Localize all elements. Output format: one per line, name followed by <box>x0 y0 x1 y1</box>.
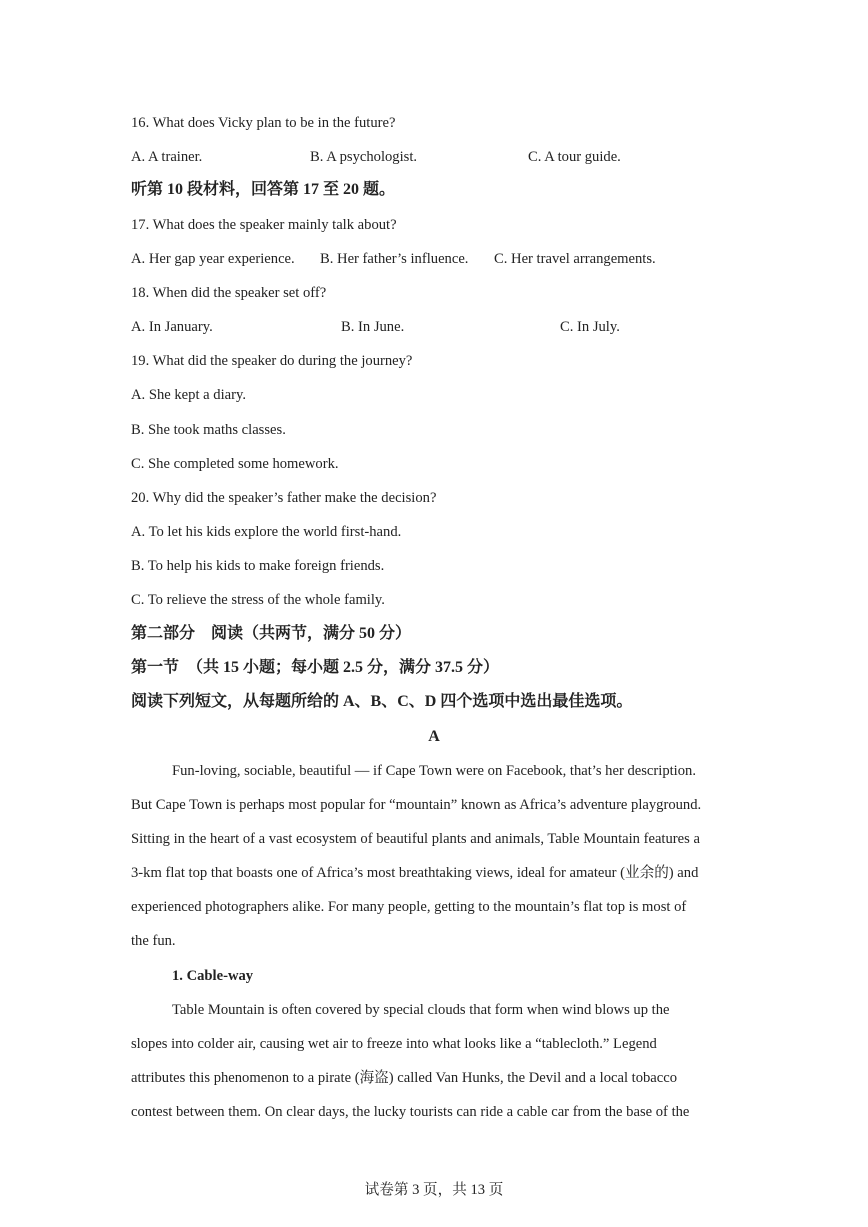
question-17-stem: 17. What does the speaker mainly talk about? <box>131 217 397 233</box>
listening-section-10-heading: 听第 10 段材料，回答第 17 至 20 题。 <box>131 181 396 198</box>
question-17-option-c: C. Her travel arrangements. <box>494 251 656 267</box>
passage-line: slopes into colder air, causing wet air to freeze into what looks like a “tablecloth.” Legend <box>131 1036 657 1052</box>
question-20-stem: 20. Why did the speaker’s father make the decision? <box>131 490 437 506</box>
passage-line: experienced photographers alike. For many people, getting to the mountain’s flat top is most of <box>131 899 687 915</box>
passage-line: 3-km flat top that boasts one of Africa’s most breathtaking views, ideal for amateur (业余的) and <box>131 865 699 881</box>
passage-line: Fun-loving, sociable, beautiful — if Cape Town were on Facebook, that’s her description. <box>172 763 696 779</box>
question-16-stem: 16. What does Vicky plan to be in the future? <box>131 115 396 131</box>
question-17-option-b: B. Her father’s influence. <box>320 251 469 267</box>
passage-line: contest between them. On clear days, the lucky tourists can ride a cable car from the base of the <box>131 1104 690 1120</box>
reading-instruction: 阅读下列短文，从每题所给的 A、B、C、D 四个选项中选出最佳选项。 <box>131 693 633 710</box>
passage-subheading: 1. Cable-way <box>172 968 254 984</box>
question-18-option-b: B. In June. <box>341 319 405 335</box>
question-17-option-a: A. Her gap year experience. <box>131 251 295 267</box>
passage-line: attributes this phenomenon to a pirate (海盗) called Van Hunks, the Devil and a local tobacco <box>131 1070 678 1086</box>
passage-line: the fun. <box>131 933 176 949</box>
question-20-option-a: A. To let his kids explore the world first-hand. <box>131 524 402 540</box>
section-1-heading: 第一节 （共 15 小题；每小题 2.5 分，满分 37.5 分） <box>131 659 500 676</box>
question-16-option-c: C. A tour guide. <box>528 149 621 165</box>
question-18-option-c: C. In July. <box>560 319 620 335</box>
question-18-option-a: A. In January. <box>131 319 213 335</box>
question-16-option-a: A. A trainer. <box>131 149 203 165</box>
question-18-stem: 18. When did the speaker set off? <box>131 285 327 301</box>
part-2-heading: 第二部分 阅读（共两节，满分 50 分） <box>131 625 412 642</box>
question-19-option-a: A. She kept a diary. <box>131 387 246 403</box>
question-20-option-b: B. To help his kids to make foreign friends. <box>131 558 385 574</box>
question-19-option-b: B. She took maths classes. <box>131 422 286 438</box>
page-footer: 试卷第 3 页，共 13 页 <box>364 1182 504 1198</box>
question-19-stem: 19. What did the speaker do during the journey? <box>131 353 413 369</box>
passage-letter: A <box>428 728 440 745</box>
passage-line: Sitting in the heart of a vast ecosystem of beautiful plants and animals, Table Mountain features a <box>131 831 700 847</box>
question-19-option-c: C. She completed some homework. <box>131 456 339 472</box>
passage-line: But Cape Town is perhaps most popular for “mountain” known as Africa’s adventure playground. <box>131 797 702 813</box>
question-16-option-b: B. A psychologist. <box>310 149 418 165</box>
question-20-option-c: C. To relieve the stress of the whole family. <box>131 592 385 608</box>
passage-line: Table Mountain is often covered by special clouds that form when wind blows up the <box>172 1002 670 1018</box>
